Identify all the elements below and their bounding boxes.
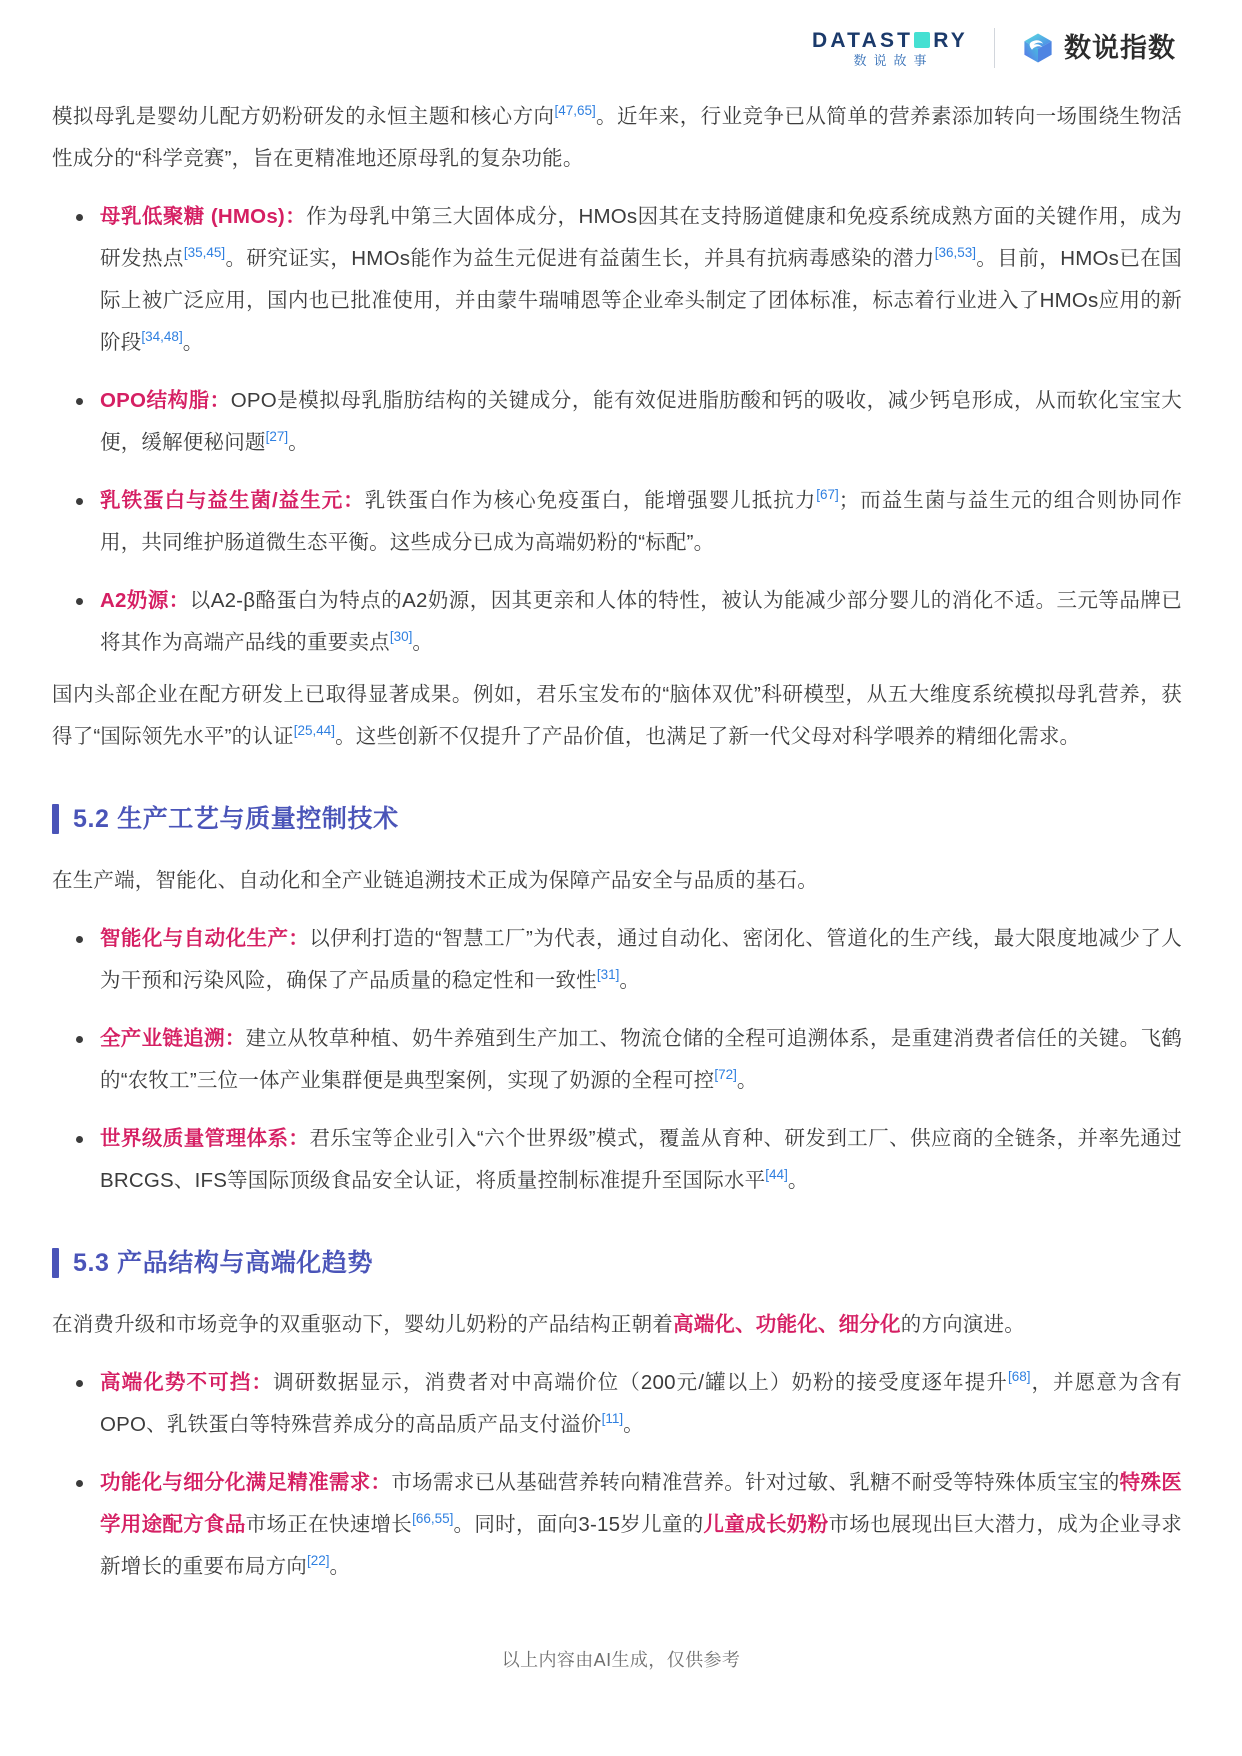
bullet-text: 。 [182,331,204,354]
bullet-text: 。同时，面向3-15岁儿童的 [453,1513,704,1536]
bullet-highlight-fsmp: 特殊医学用途配方食品 [100,1471,1182,1536]
bullet-text: 市场需求已从基础营养转向精准营养。针对过敏、乳糖不耐受等特殊体质宝宝的 [391,1471,1120,1494]
citation-25-44[interactable]: [25,44] [293,723,336,739]
citation-44[interactable]: [44] [765,1167,788,1183]
citation-35-45[interactable]: [35,45] [183,245,226,261]
bullet-lead-automation: 智能化与自动化生产： [100,927,310,950]
section-52-intro: 在生产端，智能化、自动化和全产业链追溯技术正成为保障产品安全与品质的基石。 [52,869,818,892]
ingredient-bullet-list [52,196,1182,664]
section-53-intro [52,1304,1182,1346]
citation-72[interactable]: [72] [714,1067,737,1083]
page-footer [52,1646,1190,1702]
section-title-5-3: 5.3 产品结构与高端化趋势 [73,1249,374,1277]
bullet-lead-opo: OPO结构脂： [100,389,231,412]
bullet-text: 乳铁蛋白作为核心免疫蛋白，能增强婴儿抵抗力 [364,489,817,512]
section-heading-5-3 [52,1248,1182,1278]
list-item [52,380,1182,464]
citation-34-48[interactable]: [34,48] [141,329,183,345]
bullet-text: 建立从牧草种植、奶牛养殖到生产加工、物流仓储的全程可追溯体系，是重建消费者信任的关键。飞鹤的“农牧工”三位一体产业集群便是典型案例，实现了奶源的全程可控 [100,1027,1182,1092]
citation-31[interactable]: [31] [596,967,620,983]
bullet-lead-lactoferrin: 乳铁蛋白与益生菌/益生元： [100,489,365,512]
bullet-text: 。 [329,1555,351,1578]
citation-11[interactable]: [11] [601,1411,624,1427]
bullet-text: 市场正在快速增长 [245,1513,413,1536]
bullet-text: 。 [736,1069,758,1092]
brand-group [812,28,1176,68]
section-heading-5-2 [52,804,1182,834]
bullet-text: 君乐宝等企业引入“六个世界级”模式，覆盖从育种、研发到工厂、供应商的全链条，并率先通过BRCGS、IFS等国际顶级食品安全认证，将质量控制标准提升至国际水平 [100,1127,1182,1192]
closing-text-a: 国内头部企业在配方研发上已取得显著成果。例如，君乐宝发布的“脑体双优”科研模型，从五大维度系统模拟母乳营养，获得了“国际领先水平”的认证 [52,683,1182,748]
bullet-text: 。 [619,969,641,992]
brand-divider [994,28,995,68]
page-header [52,0,1190,96]
bullet-text: 以A2-β酪蛋白为特点的A2奶源，因其更亲和人体的特性，被认为能减少部分婴儿的消化不适。三元等品牌已将其作为高端产品线的重要卖点 [100,589,1182,654]
bullet-text: ；而益生菌与益生元的组合则协同作用，共同维护肠道微生态平衡。这些成分已成为高端奶粉的“标配”。 [100,489,1183,554]
bullet-lead-premiumization: 高端化势不可挡： [100,1371,274,1394]
list-item [52,1362,1182,1446]
bullet-lead-traceability: 全产业链追溯： [100,1027,246,1050]
datastory-wordmark-left: DATAST [811,28,914,52]
closing-paragraph-51 [52,674,1182,758]
intro-text-a: 模拟母乳是婴幼儿配方奶粉研发的永恒主题和核心方向 [52,105,555,128]
bullet-highlight-children-milk: 儿童成长奶粉 [703,1513,829,1536]
logo-shuoshuo-index [1021,31,1176,65]
bullet-lead-quality-system: 世界级质量管理体系： [100,1127,310,1150]
list-item [52,580,1182,664]
closing-text-b: 。这些创新不仅提升了产品价值，也满足了新一代父母对科学喂养的精细化需求。 [335,725,1081,748]
citation-66-55[interactable]: [66,55] [412,1511,454,1527]
list-item [52,1118,1182,1202]
product-structure-bullet-list [52,1362,1182,1588]
list-item [52,1462,1182,1588]
datastory-wordmark-right: RY [933,28,968,52]
cube-logo-icon [1021,31,1055,65]
logo-datastory [812,30,968,67]
bullet-text: 作为母乳中第三大固体成分，HMOs因其在支持肠道健康和免疫系统成熟方面的关键作用，成为研发热点 [100,205,1182,270]
bullet-text: 。 [412,631,434,654]
datastory-subtitle: 数说故事 [853,52,934,68]
bullet-text: 。 [787,1169,809,1192]
list-item [52,918,1182,1002]
list-item [52,196,1182,364]
intro-text-a: 在消费升级和市场竞争的双重驱动下，婴幼儿奶粉的产品结构正朝着 [52,1313,673,1336]
bullet-text: OPO是模拟母乳脂肪结构的关键成分，能有效促进脂肪酸和钙的吸收，减少钙皂形成，从而软化宝宝大便，缓解便秘问题 [100,389,1182,454]
bullet-text: 。 [623,1413,644,1436]
citation-22[interactable]: [22] [307,1553,330,1569]
bullet-text: ，并愿意为含有OPO、乳铁蛋白等特殊营养成分的高品质产品支付溢价 [100,1371,1182,1436]
bullet-lead-a2: A2奶源： [100,589,190,612]
citation-67[interactable]: [67] [816,487,839,503]
heading-accent-bar [52,804,59,834]
list-item [52,1018,1182,1102]
bullet-lead-functional-segmentation: 功能化与细分化满足精准需求： [100,1471,392,1494]
datastory-o-block-icon [914,32,930,48]
production-bullet-list [52,918,1182,1202]
citation-36-53[interactable]: [36,53] [934,245,977,261]
bullet-text: 以伊利打造的“智慧工厂”为代表，通过自动化、密闭化、管道化的生产线，最大限度地减少了人为干预和污染风险，确保了产品质量的稳定性和一致性 [100,927,1182,992]
section-title-5-2: 5.2 生产工艺与质量控制技术 [73,805,399,833]
citation-47-65[interactable]: [47,65] [554,103,596,119]
citation-27[interactable]: [27] [265,429,289,445]
intro-paragraph [52,96,1182,180]
intro-text-b: 的方向演进。 [900,1313,1025,1336]
intro-text-b: 。近年来，行业竞争已从简单的营养素添加转向一场围绕生物活性成分的“科学竞赛”，旨在更精准地还原母乳的复杂功能。 [52,105,1182,170]
bullet-text: 。研究证实，HMOs能作为益生元促进有益菌生长，并具有抗病毒感染的潜力 [225,247,935,270]
citation-68[interactable]: [68] [1008,1369,1031,1385]
list-item [52,480,1182,564]
shuoshuo-index-label: 数说指数 [1064,32,1176,63]
heading-accent-bar [52,1248,59,1278]
bullet-text: 。 [288,431,309,454]
intro-highlight: 高端化、功能化、细分化 [673,1313,901,1336]
citation-30[interactable]: [30] [389,629,413,645]
bullet-lead-hmos: 母乳低聚糖 (HMOs)： [100,205,307,228]
datastory-wordmark [812,30,968,51]
bullet-text: 调研数据显示，消费者对中高端价位（200元/罐以上）奶粉的接受度逐年提升 [273,1371,1009,1394]
bullet-text: 市场也展现出巨大潜力，成为企业寻求新增长的重要布局方向 [100,1513,1182,1578]
ai-disclaimer: 以上内容由AI生成，仅供参考 [501,1650,741,1670]
bullet-text: 。目前，HMOs已在国际上被广泛应用，国内也已批准使用，并由蒙牛瑞哺恩等企业牵头制定了团体标准，标志着行业进入了HMOs应用的新阶段 [100,247,1182,354]
document-content [52,96,1190,1588]
